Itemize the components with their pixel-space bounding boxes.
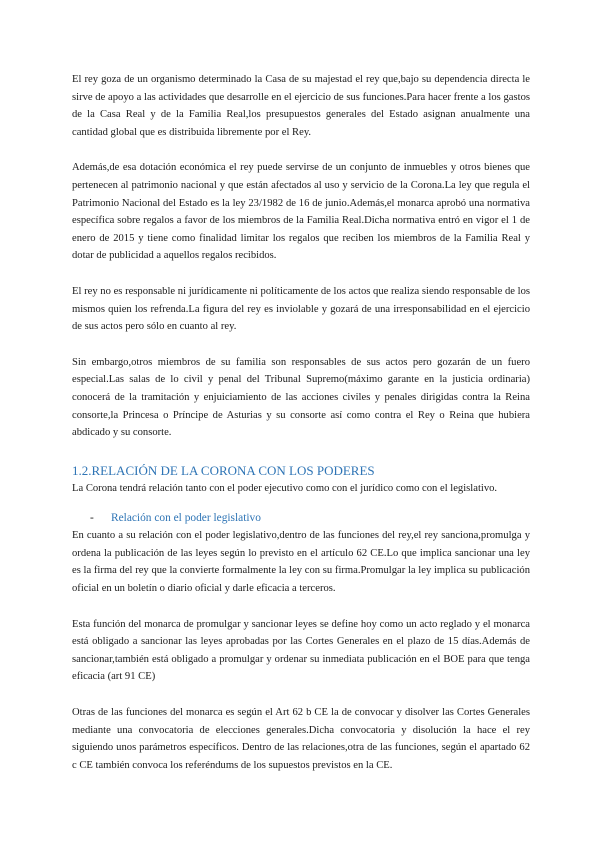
section-heading: 1.2.RELACIÓN DE LA CORONA CON LOS PODERES bbox=[72, 462, 375, 478]
paragraph-fuero-especial: Sin embargo,otros miembros de su familia son responsables de sus actos pero gozarán de un fuero especial.Las salas de lo civil y penal del Tribunal Supremo(máximo garante en la justicia ordinaria) conocerá de la tramitación y enjuiciamiento de las acciones civiles y penales dirigidas contra la Reina consorte,la Princesa o Príncipe de Asturias y su consorte así como contra el Rey o Reina que hubiera abdicado y su consorte. bbox=[72, 356, 530, 439]
paragraph-patrimonio-nacional: Además,de esa dotación económica el rey puede servirse de un conjunto de inmuebles y otros bienes que pertenecen al patrimonio nacional y que están afectados al uso y servicio de la Corona.La ley que regula el Patrimonio Nacional del Estado es la ley 23/1982 de 16 de junio.Además,el monarca aprobó una normativa específica sobre regalos a favor de los miembros de la Familia Real.Dicha normativa entró en vigor el 1 de enero de 2015 y tiene como finalidad limitar los regalos que reciben los miembros de la Familia Real y dotar de publicidad a aquellos regalos recibidos. bbox=[72, 162, 530, 262]
subsection-heading bbox=[90, 509, 530, 527]
paragraph-casa-real: El rey goza de un organismo determinado la Casa de su majestad el rey que,bajo su dependencia directa le sirve de apoyo a las actividades que desarrolle en el ejercicio de sus funciones.Para hacer frente a los gastos de la Casa Real y de la Familia Real,los presupuestos generales del Estado asignan anualmente una cantidad global que es distribuida libremente por el Rey. bbox=[72, 74, 530, 138]
paragraph-convocar-cortes: Otras de las funciones del monarca es según el Art 62 b CE la de convocar y disolver las Cortes Generales mediante una convocatoria de elecciones generales.Dicha convocatoria y disolución la hace el rey siguiendo unos parámetros específicos. Dentro de las relaciones,otra de las funciones, según el apartado 62 c CE también convoca los referéndums de los supuestos previstos en la CE. bbox=[72, 707, 530, 771]
bullet-dash: - bbox=[90, 512, 94, 525]
paragraph-poder-legislativo: En cuanto a su relación con el poder legislativo,dentro de las funciones del rey,el rey sanciona,promulga y ordena la publicación de las leyes según lo previsto en el artículo 62 CE.Lo que implica sancionar una ley es la firma del rey que la convierte formalmente la ley con su firma.Promulgar la ley implica su publicación oficial en un boletín o diario oficial y darle eficacia a terceros. bbox=[72, 530, 530, 595]
paragraph-promulgar-sancionar: Esta función del monarca de promulgar y sancionar leyes se define hoy como un acto reglado y el monarca está obligado a sancionar las leyes aprobadas por las Cortes Generales en el plazo de 15 días.Además de sancionar,también está obligado a promulgar y ordenar su inmediata publicación en el BOE para que tenga eficacia (art 91 CE) bbox=[72, 618, 530, 683]
paragraph-relacion-poderes: La Corona tendrá relación tanto con el poder ejecutivo como con el jurídico como con el legislativo. bbox=[72, 482, 498, 494]
subsection-heading-label: Relación con el poder legislativo bbox=[111, 512, 261, 525]
paragraph-responsabilidad-rey: El rey no es responsable ni jurídicamente ni políticamente de los actos que realiza siendo responsable de los mismos quien los refrenda.La figura del rey es inviolable y gozará de una irresponsabilidad en el ejercicio de sus actos pero sólo en cuanto al rey. bbox=[72, 285, 530, 333]
